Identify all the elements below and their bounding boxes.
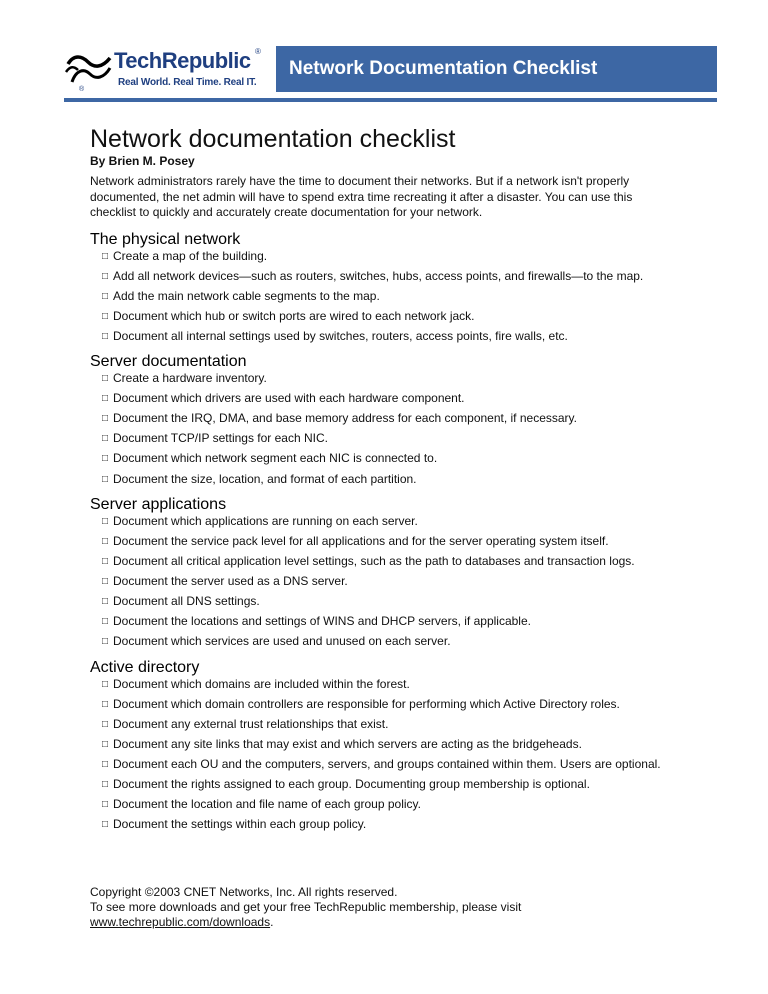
checklist (90, 249, 680, 344)
checklist-item (102, 614, 680, 628)
checklist-item (102, 269, 680, 283)
checkbox-icon[interactable]: □ (102, 393, 109, 405)
checklist-item (102, 391, 680, 405)
checklist-item (102, 594, 680, 608)
checklist (90, 371, 680, 486)
checklist (90, 514, 680, 649)
checkbox-icon[interactable]: □ (102, 453, 109, 465)
checkbox-icon[interactable]: □ (102, 535, 109, 547)
checkbox-icon[interactable]: □ (102, 270, 109, 282)
checkbox-icon[interactable]: □ (102, 678, 109, 690)
checklist-item (102, 757, 680, 771)
author-byline: By Brien M. Posey (90, 154, 195, 168)
checklist-item-text: Document any external trust relationships that exist. (113, 716, 389, 731)
logo-wordmark: TechRepublic (114, 48, 251, 73)
page-title: Network documentation checklist (90, 125, 456, 153)
checklist-item-text: Document the settings within each group policy. (113, 817, 367, 832)
swoosh-icon (64, 42, 114, 92)
checklist-item (102, 554, 680, 568)
membership-text: To see more downloads and get your free TechRepublic membership, please visit (90, 900, 522, 914)
checkbox-icon[interactable]: □ (102, 555, 109, 567)
checklist-item-text: Add the main network cable segments to the map. (113, 288, 380, 303)
checklist-item-text: Document all internal settings used by switches, routers, access points, fire walls, etc. (113, 328, 568, 343)
checklist-item-text: Create a hardware inventory. (113, 371, 267, 386)
footer (90, 885, 521, 930)
checkbox-icon[interactable]: □ (102, 433, 109, 445)
intro-paragraph: Network administrators rarely have the time to document their networks. But if a network isn't properly documented, the net admin will have to spend extra time recreating it after a disaster. You can use this checklist to quickly and accurately create documentation for your network. (90, 174, 633, 219)
checklist-item (102, 677, 680, 691)
checkbox-icon[interactable]: □ (102, 473, 109, 485)
checklist-item-text: Document which services are used and unused on each server. (113, 634, 451, 649)
checklist-item-text: Document the locations and settings of WINS and DHCP servers, if applicable. (113, 614, 531, 629)
checkbox-icon[interactable]: □ (102, 799, 109, 811)
checklist-item (102, 329, 680, 343)
section-heading: Server applications (90, 495, 227, 513)
checklist-item (102, 309, 680, 323)
checklist-item (102, 817, 680, 831)
checklist-item (102, 777, 680, 791)
checkbox-icon[interactable]: □ (102, 778, 109, 790)
checklist-item (102, 431, 680, 445)
document-body (90, 124, 680, 837)
checklist-item (102, 717, 680, 731)
section-heading: Active directory (90, 658, 200, 676)
checklist-item-text: Document any site links that may exist and which servers are acting as the bridgeheads. (113, 736, 582, 751)
checklist-sections (90, 230, 680, 832)
checkbox-icon[interactable]: □ (102, 290, 109, 302)
section-heading: The physical network (90, 230, 241, 248)
checklist-item-text: Document the IRQ, DMA, and base memory address for each component, if necessary. (113, 411, 577, 426)
checklist-item (102, 634, 680, 648)
checklist-item-text: Document which domains are included within the forest. (113, 676, 410, 691)
checklist-item (102, 737, 680, 751)
checkbox-icon[interactable]: □ (102, 576, 109, 588)
checklist-item (102, 411, 680, 425)
checkbox-icon[interactable]: □ (102, 698, 109, 710)
checklist-item-text: Add all network devices—such as routers, switches, hubs, access points, and firewalls—to the map. (113, 268, 644, 283)
download-link-line (90, 915, 521, 930)
downloads-link[interactable]: www.techrepublic.com/downloads (90, 915, 271, 929)
checkbox-icon[interactable]: □ (102, 250, 109, 262)
checklist-item (102, 472, 680, 486)
checkbox-icon[interactable]: □ (102, 310, 109, 322)
checkbox-icon[interactable]: □ (102, 330, 109, 342)
checklist-item-text: Document each OU and the computers, servers, and groups contained within them. Users are optional. (113, 756, 661, 771)
checklist-item (102, 797, 680, 811)
techrepublic-logo (64, 42, 264, 100)
checklist-item (102, 451, 680, 465)
checkbox-icon[interactable]: □ (102, 819, 109, 831)
checklist-item-text: Document the size, location, and format of each partition. (113, 471, 417, 486)
checklist-item-text: Document the server used as a DNS server. (113, 574, 348, 589)
checklist-item-text: Document which hub or switch ports are wired to each network jack. (113, 308, 475, 323)
checklist-item (102, 514, 680, 528)
checklist-section (90, 352, 680, 486)
checkbox-icon[interactable]: □ (102, 758, 109, 770)
checklist-item-text: Document the location and file name of each group policy. (113, 797, 421, 812)
section-heading: Server documentation (90, 353, 247, 371)
checklist-item-text: Document all DNS settings. (113, 594, 260, 609)
checkbox-icon[interactable]: □ (102, 373, 109, 385)
logo-tagline: Real World. Real Time. Real IT. (118, 77, 257, 88)
checklist-item (102, 574, 680, 588)
checklist-section (90, 495, 680, 649)
checkbox-icon[interactable]: □ (102, 413, 109, 425)
link-suffix: . (270, 915, 274, 929)
checkbox-icon[interactable]: □ (102, 738, 109, 750)
checkbox-icon[interactable]: □ (102, 515, 109, 527)
logo-registered-mark-small: ® (79, 86, 85, 93)
checkbox-icon[interactable]: □ (102, 718, 109, 730)
header-banner: Network Documentation Checklist (276, 46, 717, 92)
header-divider (64, 98, 717, 102)
checklist-item-text: Document the rights assigned to each group. Documenting group membership is optional. (113, 776, 590, 791)
checklist-item-text: Create a map of the building. (113, 248, 268, 263)
checklist-section (90, 658, 680, 832)
checkbox-icon[interactable]: □ (102, 636, 109, 648)
checklist-item-text: Document TCP/IP settings for each NIC. (113, 431, 328, 446)
checklist-item-text: Document all critical application level settings, such as the path to databases and transaction logs. (113, 553, 635, 568)
checklist (90, 677, 680, 832)
checklist-item (102, 249, 680, 263)
checklist-item (102, 534, 680, 548)
logo-registered-mark: ® (255, 47, 261, 56)
checklist-item (102, 289, 680, 303)
checklist-item (102, 697, 680, 711)
checklist-section (90, 230, 680, 344)
checkbox-icon[interactable]: □ (102, 596, 109, 608)
checkbox-icon[interactable]: □ (102, 616, 109, 628)
copyright-text: Copyright ©2003 CNET Networks, Inc. All rights reserved. (90, 885, 398, 899)
checklist-item-text: Document which network segment each NIC is connected to. (113, 451, 438, 466)
checklist-item-text: Document which drivers are used with each hardware component. (113, 391, 465, 406)
checklist-item (102, 371, 680, 385)
checklist-item-text: Document the service pack level for all applications and for the server operating system itself. (113, 533, 609, 548)
checklist-item-text: Document which domain controllers are responsible for performing which Active Directory roles. (113, 696, 620, 711)
checklist-item-text: Document which applications are running on each server. (113, 513, 418, 528)
